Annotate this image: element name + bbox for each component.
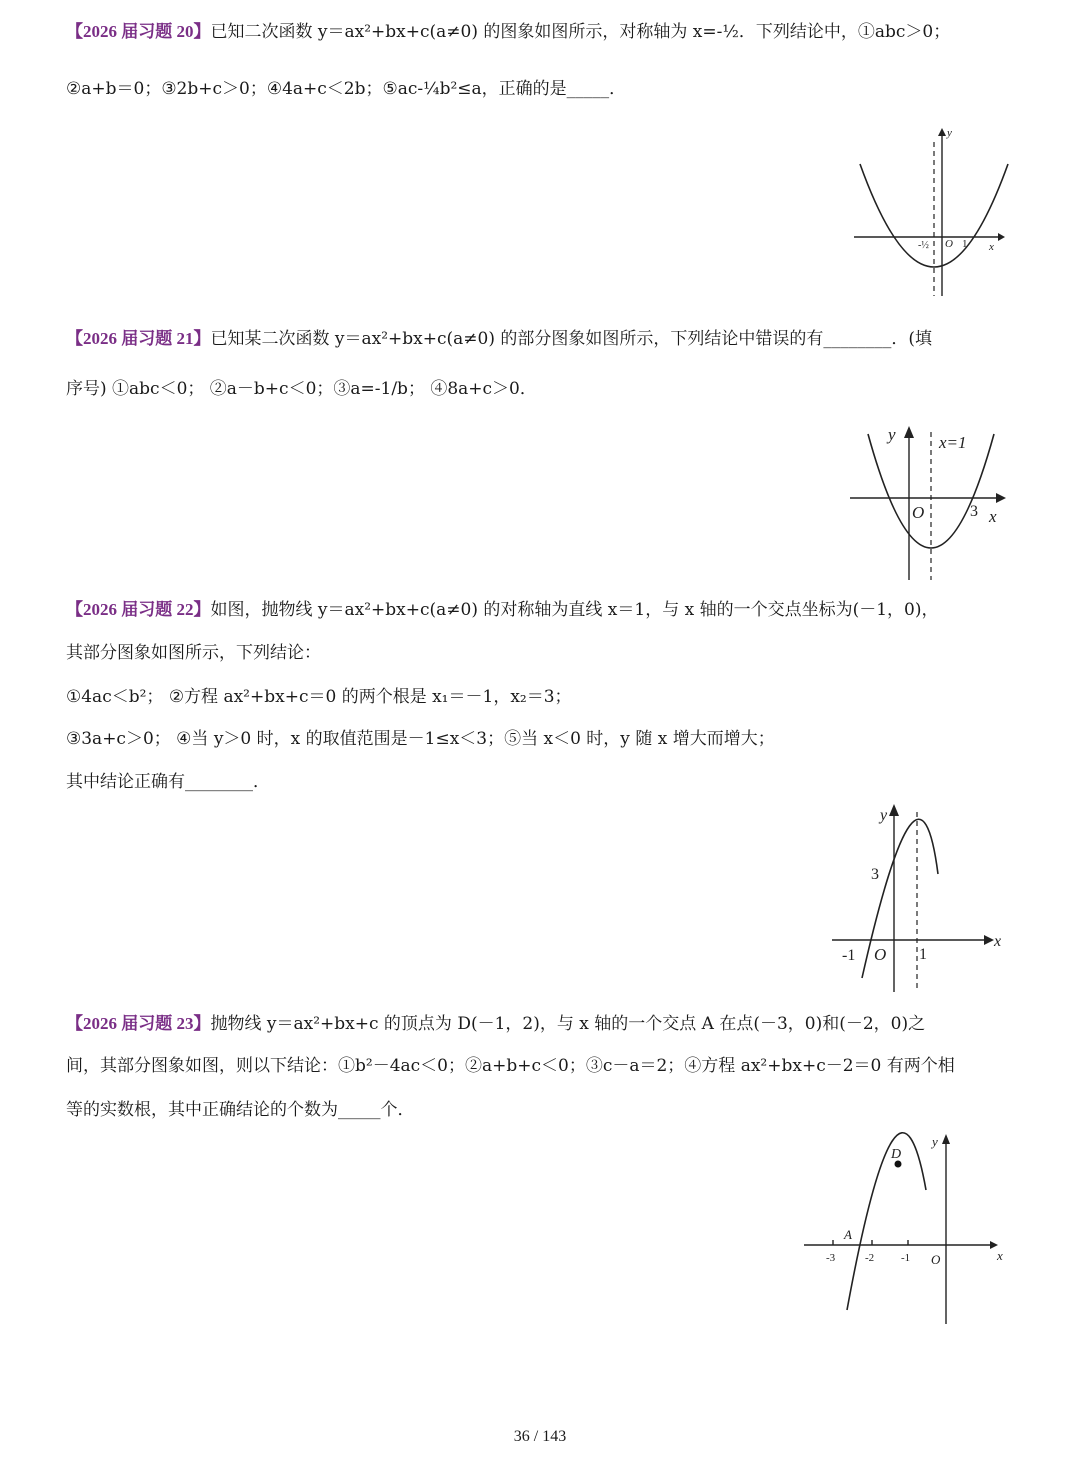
problem-text: 抛物线 y＝ax²+bx+c 的顶点为 D(－1，2)，与 x 轴的一个交点 A 在点(－3，0)和(－2，0)之 <box>210 1014 926 1034</box>
x-label: x <box>989 507 997 526</box>
x-label: x <box>997 1248 1003 1263</box>
x-arrow-icon <box>996 493 1006 503</box>
vertex-label: D <box>891 1147 902 1162</box>
problem-20-line-2 <box>66 77 626 101</box>
y-label: y <box>880 807 888 824</box>
x-arrow-icon <box>998 233 1005 241</box>
y-label: y <box>932 1134 938 1149</box>
problem-text: ②a+b＝0；③2b+c＞0；④4a+c＜2b；⑤ac-¼b²≤a，正确的是_____． <box>66 79 627 99</box>
page-number: 36 / 143 <box>513 1428 567 1445</box>
y-arrow-icon <box>938 128 946 136</box>
origin-label: O <box>912 503 925 522</box>
origin-label: O <box>931 1252 941 1267</box>
problem-tag: 【2026 届习题 21】 <box>66 329 211 348</box>
problem-23-line-2 <box>66 1054 955 1078</box>
tick-three: 3 <box>871 866 879 883</box>
problem-22-line-2 <box>66 641 321 665</box>
tick-neg-half: -½ <box>918 240 929 251</box>
tick-one: 1 <box>919 946 927 963</box>
problem-text: 已知二次函数 y＝ax²+bx+c(a≠0) 的图象如图所示，对称轴为 x=-½．下列结论中，①abc＞0； <box>210 22 951 42</box>
tick-three: 3 <box>970 503 978 520</box>
parabola <box>847 1133 926 1310</box>
y-arrow-icon <box>904 426 914 438</box>
problem-text: ①4ac＜b²； ②方程 ax²+bx+c＝0 的两个根是 x₁＝－1，x₂＝3； <box>66 687 572 707</box>
problem-text: 如图，抛物线 y＝ax²+bx+c(a≠0) 的对称轴为直线 x＝1，与 x 轴的一个交点坐标为(－1，0)， <box>210 600 939 620</box>
problem-text: ③3a+c＞0； ④当 y＞0 时，x 的取值范围是－1≤x＜3；⑤当 x＜0 时，y 随 x 增大而增大； <box>66 729 775 749</box>
y-label: y <box>947 127 952 139</box>
problem-23-line-3 <box>66 1098 415 1122</box>
figure-problem-21 <box>846 422 1016 584</box>
graph-21 <box>846 422 1016 584</box>
x-label: x <box>989 241 994 253</box>
problem-22-line-3 <box>66 685 572 709</box>
graph-20 <box>848 124 1018 300</box>
tick-one: 1 <box>962 238 968 250</box>
origin-label: O <box>945 238 953 250</box>
y-arrow-icon <box>889 804 899 816</box>
figure-problem-22 <box>826 800 1012 996</box>
problem-22-line-5 <box>66 770 270 794</box>
tick-neg-three: -3 <box>826 1252 836 1264</box>
tick-neg-one: -1 <box>901 1252 911 1264</box>
figure-problem-23 <box>800 1128 1010 1328</box>
problem-tag: 【2026 届习题 23】 <box>66 1014 211 1033</box>
problem-20-line-1 <box>66 20 950 44</box>
graph-22 <box>826 800 1012 996</box>
problem-text: 其部分图象如图所示，下列结论： <box>66 643 321 663</box>
x-arrow-icon <box>984 935 994 945</box>
x-label: x <box>994 933 1002 950</box>
problem-21-line-2 <box>66 377 537 401</box>
tick-neg-one: -1 <box>842 947 856 964</box>
graph-23 <box>800 1128 1010 1328</box>
problem-text: 序号) ①abc＜0； ②a－b+c＜0；③a=-1/b； ④8a+c＞0． <box>66 379 537 399</box>
figure-problem-20 <box>848 124 1018 300</box>
origin-label: O <box>874 945 887 964</box>
tick-neg-two: -2 <box>865 1252 875 1264</box>
problem-23-line-1 <box>66 1012 925 1036</box>
problem-22-line-1 <box>66 598 939 622</box>
problem-text: 间，其部分图象如图，则以下结论：①b²－4ac＜0；②a+b+c＜0；③c－a＝2；④方程 ax²+bx+c－2＝0 有两个相 <box>66 1056 955 1076</box>
intercept-label: A <box>844 1227 852 1242</box>
problem-text: 已知某二次函数 y＝ax²+bx+c(a≠0) 的部分图象如图所示，下列结论中错误的有________．(填 <box>210 329 933 349</box>
problem-22-line-4 <box>66 727 775 751</box>
problem-tag: 【2026 届习题 22】 <box>66 600 211 619</box>
problem-21-line-1 <box>66 327 932 351</box>
y-arrow-icon <box>942 1134 950 1144</box>
symmetry-axis-label: x=1 <box>939 433 967 452</box>
problem-text: 其中结论正确有________． <box>66 772 270 792</box>
problem-tag: 【2026 届习题 20】 <box>66 22 211 41</box>
y-label: y <box>888 425 896 444</box>
problem-text: 等的实数根，其中正确结论的个数为_____个． <box>66 1100 415 1120</box>
